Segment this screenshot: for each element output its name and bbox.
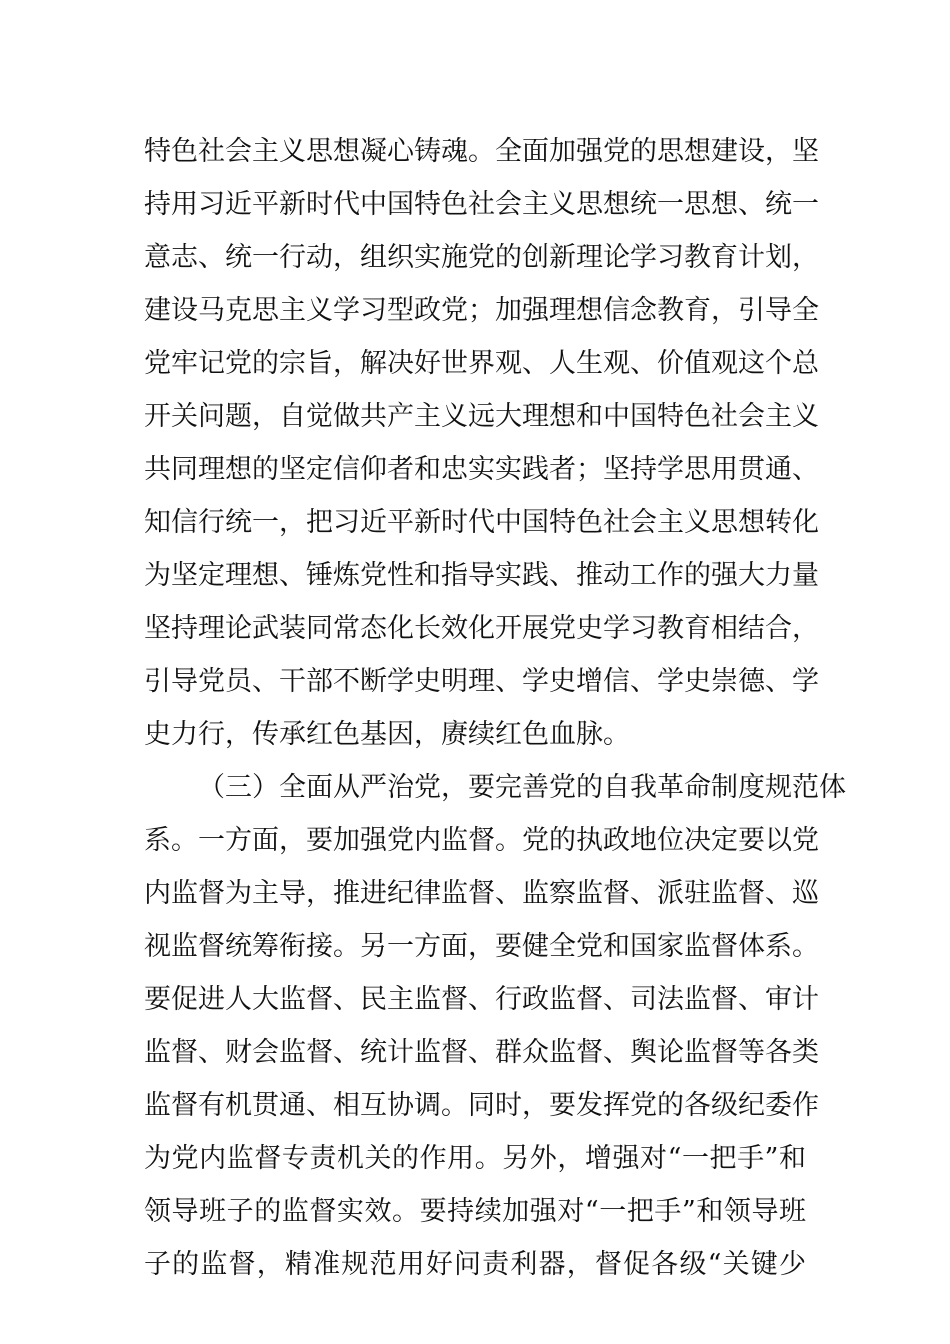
text-line: 党牢记党的宗旨，解决好世界观、人生观、价值观这个总 [144,348,819,379]
text-line: 共同理想的坚定信仰者和忠实实践者；坚持学思用贯通、 [144,454,819,485]
text-line: 内监督为主导，推进纪律监督、监察监督、派驻监督、巡 [144,878,819,909]
text-line: 坚持理论武装同常态化长效化开展党史学习教育相结合， [144,613,819,644]
text-line: 视监督统筹衔接。另一方面，要健全党和国家监督体系。 [144,931,819,962]
text-line: 要促进人大监督、民主监督、行政监督、司法监督、审计 [144,984,819,1015]
text-line: 系。一方面，要加强党内监督。党的执政地位决定要以党 [144,825,819,856]
text-line: 建设马克思主义学习型政党；加强理想信念教育，引导全 [144,295,819,326]
text-line: 领导班子的监督实效。要持续加强对“一把手”和领导班 [144,1196,806,1227]
text-line: 史力行，传承红色基因，赓续红色血脉。 [144,719,630,750]
paragraph-start-line: （三）全面从严治党，要完善党的自我革命制度规范体 [198,772,846,803]
text-line: 子的监督，精准规范用好问责利器，督促各级“关键少 [144,1249,806,1280]
text-line: 监督、财会监督、统计监督、群众监督、舆论监督等各类 [144,1037,819,1068]
text-line: 开关问题，自觉做共产主义远大理想和中国特色社会主义 [144,401,819,432]
text-line: 为坚定理想、锤炼党性和指导实践、推动工作的强大力量 [144,560,819,591]
text-line: 知信行统一，把习近平新时代中国特色社会主义思想转化 [144,507,819,538]
text-line: 为党内监督专责机关的作用。另外，增强对“一把手”和 [144,1143,806,1174]
text-line: 特色社会主义思想凝心铸魂。全面加强党的思想建设，坚 [144,136,819,167]
text-line: 引导党员、干部不断学史明理、学史增信、学史崇德、学 [144,666,819,697]
text-line: 监督有机贯通、相互协调。同时，要发挥党的各级纪委作 [144,1090,819,1121]
text-line: 持用习近平新时代中国特色社会主义思想统一思想、统一 [144,189,819,220]
text-line: 意志、统一行动，组织实施党的创新理论学习教育计划， [144,242,819,273]
